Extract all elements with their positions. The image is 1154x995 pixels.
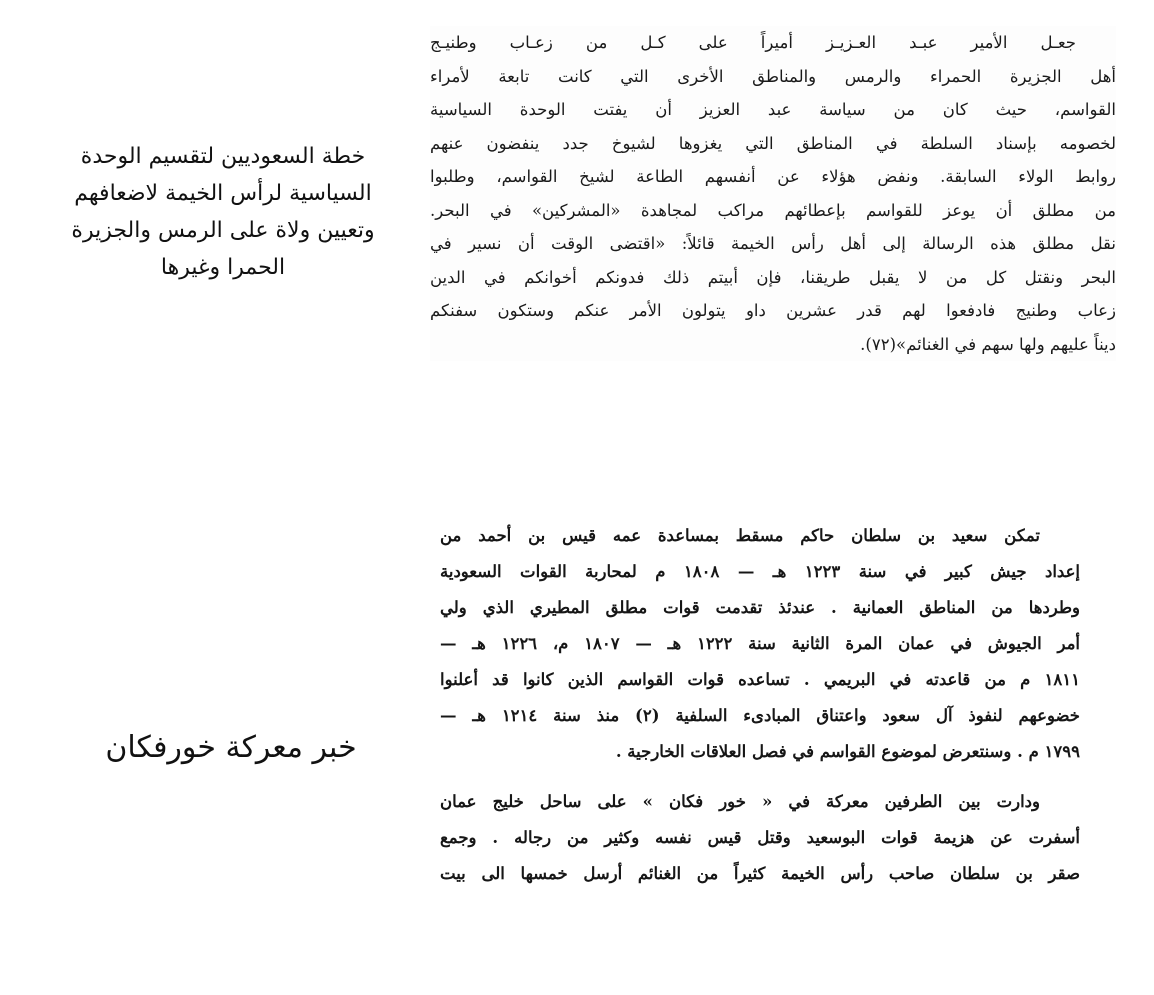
excerpt-line: تمكن سعيد بن سلطان حاكم مسقط بمساعدة عمه قيس بن أحمد من bbox=[440, 526, 1040, 545]
caption-saudi-plan bbox=[48, 138, 398, 286]
excerpt-line: زعاب وطنيج فادفعوا لهم قدر عشرين داو يتولون الأمر عنكم وستكون سفنكم bbox=[430, 301, 1116, 320]
excerpt-line: ديناً عليهم ولها سهم في الغنائم»(٧٢). bbox=[860, 334, 1116, 354]
excerpt-line: روابط الولاء السابقة. ونفض هؤلاء عن أنفسهم الطاعة لشيخ القواسم، وطلبوا bbox=[430, 167, 1116, 186]
book-excerpt-khorfakkan bbox=[440, 518, 1080, 892]
excerpt-line: لخصومه بإسناد السلطة في المناطق التي يغزوها لشيوخ جدد ينفضون عنهم bbox=[430, 133, 1116, 153]
excerpt-line: أمر الجيوش في عمان المرة الثانية سنة ١٢٢٢ هـ — ١٨٠٧ م، ١٢٢٦ هـ — bbox=[440, 634, 1080, 653]
excerpt-line: جعـل الأمير عبـد العـزيـز أميراً على كـل من زعـاب وطنيـج bbox=[430, 33, 1076, 52]
caption-line: السياسية لرأس الخيمة لاضعافهم bbox=[74, 181, 372, 206]
caption-khorfakkan-battle: خبر معركة خورفكان bbox=[105, 730, 357, 765]
excerpt-line: القواسم، حيث كان من سياسة عبد العزيز أن يفتت الوحدة السياسية bbox=[430, 100, 1116, 119]
book-excerpt-saudi-plan bbox=[430, 26, 1116, 361]
excerpt-line: ١٨١١ م من قاعدته في البريمي . تساعده قوات القواسم الذين كانوا قد أعلنوا bbox=[440, 670, 1080, 689]
excerpt-line: إعداد جيش كبير في سنة ١٢٢٣ هـ — ١٨٠٨ م لمحاربة القوات السعودية bbox=[440, 562, 1080, 581]
excerpt-line: وطردها من المناطق العمانية . عندئذ تقدمت قوات مطلق المطيري الذي ولي bbox=[440, 598, 1080, 617]
excerpt-line: ودارت بين الطرفين معركة في « خور فكان » على ساحل خليج عمان bbox=[440, 792, 1040, 811]
excerpt-line: من مطلق أن يوعز للقواسم بإعطائهم مراكب لمجاهدة «المشركين» في البحر. bbox=[430, 200, 1116, 220]
excerpt-line: نقل مطلق هذه الرسالة إلى أهل رأس الخيمة قائلاً: «اقتضى الوقت أن نسير في bbox=[430, 234, 1116, 253]
excerpt-line: صقر بن سلطان صاحب رأس الخيمة كثيراً من الغنائم أرسل خمسها الى بيت bbox=[440, 864, 1080, 883]
excerpt-line: خضوعهم لنفوذ آل سعود واعتناق المبادىء السلفية (٢) منذ سنة ١٢١٤ هـ — bbox=[440, 706, 1080, 725]
excerpt-line: أهل الجزيرة الحمراء والرمس والمناطق الأخرى التي كانت تابعة لأمراء bbox=[430, 66, 1116, 86]
excerpt-line: ١٧٩٩ م . وسنتعرض لموضوع القواسم في فصل العلاقات الخارجية . bbox=[615, 742, 1080, 761]
caption-line: الحمرا وغيرها bbox=[160, 255, 286, 280]
caption-line: خطة السعوديين لتقسيم الوحدة bbox=[80, 144, 366, 169]
excerpt-line: البحر ونقتل كل من لا يقبل طريقنا، فإن أبيتم ذلك فدونكم أخوانكم في الدين bbox=[430, 267, 1116, 287]
caption-line: وتعيين ولاة على الرمس والجزيرة bbox=[71, 218, 375, 243]
excerpt-line: أسفرت عن هزيمة قوات البوسعيد وقتل قيس نفسه وكثير من رجاله . وجمع bbox=[440, 828, 1080, 847]
